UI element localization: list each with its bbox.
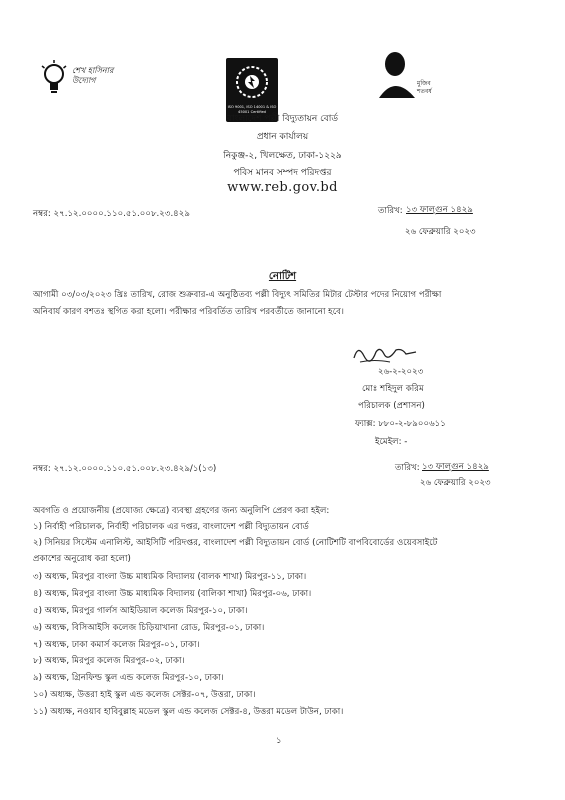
page-number: ১ xyxy=(276,736,282,746)
distribution-intro: অবগতি ও প্রয়োজনীয় (প্রযোজ্য ক্ষেত্রে) ব্যবস্থা গ্রহণের জন্য অনুলিপি প্রেরণ করা হইল: xyxy=(33,506,330,516)
list-item: ৮) অধ্যক্ষ, মিরপুর কলেজ মিরপুর-০২, ঢাকা। xyxy=(33,656,185,666)
date-bangla-copy: ১৩ ফাল্গুন ১৪২৯ xyxy=(422,462,489,472)
office-address: নিকুঞ্জ-২, খিলক্ষেত, ঢাকা-১২২৯ xyxy=(223,151,342,161)
list-item: ৪) অধ্যক্ষ, মিরপুর বাংলা উচ্চ মাধ্যমিক বিদ্যালয় (বালিকা শাখা) মিরপুর-০৬, ঢাকা। xyxy=(33,589,312,599)
list-item: ১১) অধ্যক্ষ, নওয়াব হাবিবুল্লাহ মডেল স্কুল এন্ড কলেজ সেক্টর-৪, উত্তরা মডেল টাউন, ঢাকা। xyxy=(33,707,344,717)
iso-certified-text: ISO 9001, ISO 14001 & ISO 45001 Certified xyxy=(227,105,277,114)
date-english: ২৬ ফেব্রুয়ারি ২০২৩ xyxy=(405,227,476,237)
signatory-name: মোঃ শহিদুল করিম xyxy=(362,384,424,394)
notice-title: নোটিশ xyxy=(268,271,297,282)
list-item: ১০) অধ্যক্ষ, উত্তরা হাই স্কুল এন্ড কলেজ সেক্টর-০৭, উত্তরা, ঢাকা। xyxy=(33,690,256,700)
left-logo-text: শেখ হাসিনার উদ্যোগ xyxy=(72,66,114,85)
memo-number-copy: নম্বর: ২৭.১২.০০০০.১১০.৫১.০০৮.২৩.৪২৯/১(১৩) xyxy=(33,464,217,474)
right-logo-text: মুজিব শতবর্ষ xyxy=(417,80,432,95)
list-item: ৭) অধ্যক্ষ, ঢাকা কমার্স কলেজ মিরপুর-০১, ঢাকা। xyxy=(33,640,200,650)
org-name: বাংলাদেশ পল্লী বিদ্যুতায়ন বোর্ড xyxy=(227,114,338,124)
email-address: ইমেইল: - xyxy=(375,437,408,447)
signatory-designation: পরিচালক (প্রশাসন) xyxy=(358,401,425,411)
date-label-copy: তারিখ: xyxy=(395,463,420,473)
date-bangla: ১৩ ফাল্গুন ১৪২৯ xyxy=(406,205,473,215)
sign-date: ২৬-২-২০২৩ xyxy=(378,367,424,377)
list-item: ৫) অধ্যক্ষ, মিরপুর গার্লস আইডিয়াল কলেজ মিরপুর-১০, ঢাকা। xyxy=(33,606,248,616)
list-item: ৬) অধ্যক্ষ, বিসিআইসি কলেজ চিড়িয়াখানা রোড, মিরপুর-০১, ঢাকা। xyxy=(33,623,265,633)
sheikh-hasina-initiative-logo xyxy=(40,58,125,100)
date-english-copy: ২৬ ফেব্রুয়ারি ২০২৩ xyxy=(420,478,491,488)
department-name: পবিস মানব সম্পদ পরিদপ্তর xyxy=(233,168,332,178)
date-label: তারিখ: xyxy=(378,206,403,216)
list-item: প্রকাশের অনুরোধ করা হলো) xyxy=(33,554,131,564)
list-item: ২) সিনিয়র সিস্টেম এনালিস্ট, আইসিটি পরিদপ্তর, বাংলাদেশ পল্লী বিদ্যুতায়ন বোর্ড (নোটিশটি বাপবিবোর্ডের ওয়েবসাইটে xyxy=(33,538,438,548)
fax-number: ফ্যাক্স: ৮৮০-২-৮৯০০৬১১ xyxy=(355,419,446,429)
memo-number: নম্বর: ২৭.১২.০০০০.১১০.৫১.০০৮.২৩.৪২৯ xyxy=(33,209,190,219)
office-name: প্রধান কার্যালয় xyxy=(256,132,309,142)
signature xyxy=(350,340,420,368)
list-item: ৯) অধ্যক্ষ, গ্রিনফিল্ড স্কুল এন্ড কলেজ মিরপুর-১০, ঢাকা। xyxy=(33,673,224,683)
mujib-centenary-logo xyxy=(375,50,447,98)
notice-body-line-2: অনিবার্য কারণ বশতঃ স্থগিত করা হলো। পরীক্ষার পরিবর্তিত তারিখ পরবর্তীতে জানানো হবে। xyxy=(33,307,345,317)
list-item: ৩) অধ্যক্ষ, মিরপুর বাংলা উচ্চ মাধ্যমিক বিদ্যালয় (বালক শাখা) মিরপুর-১১, ঢাকা। xyxy=(33,572,307,582)
list-item: ১) নির্বাহী পরিচালক, নির্বাহী পরিচালক এর দপ্তর, বাংলাদেশ পল্লী বিদ্যুতায়ন বোর্ড xyxy=(33,522,309,532)
website-link[interactable]: www.reb.gov.bd xyxy=(227,180,338,195)
notice-body-line-1: আগামী ০৩/০৩/২০২৩ খ্রিঃ তারিখ, রোজ শুক্রবার-এ অনুষ্ঠিতব্য পল্লী বিদ্যুৎ সমিতির মিটার টেস্টার পদের নিয়োগ পরীক্ষা xyxy=(33,290,442,300)
